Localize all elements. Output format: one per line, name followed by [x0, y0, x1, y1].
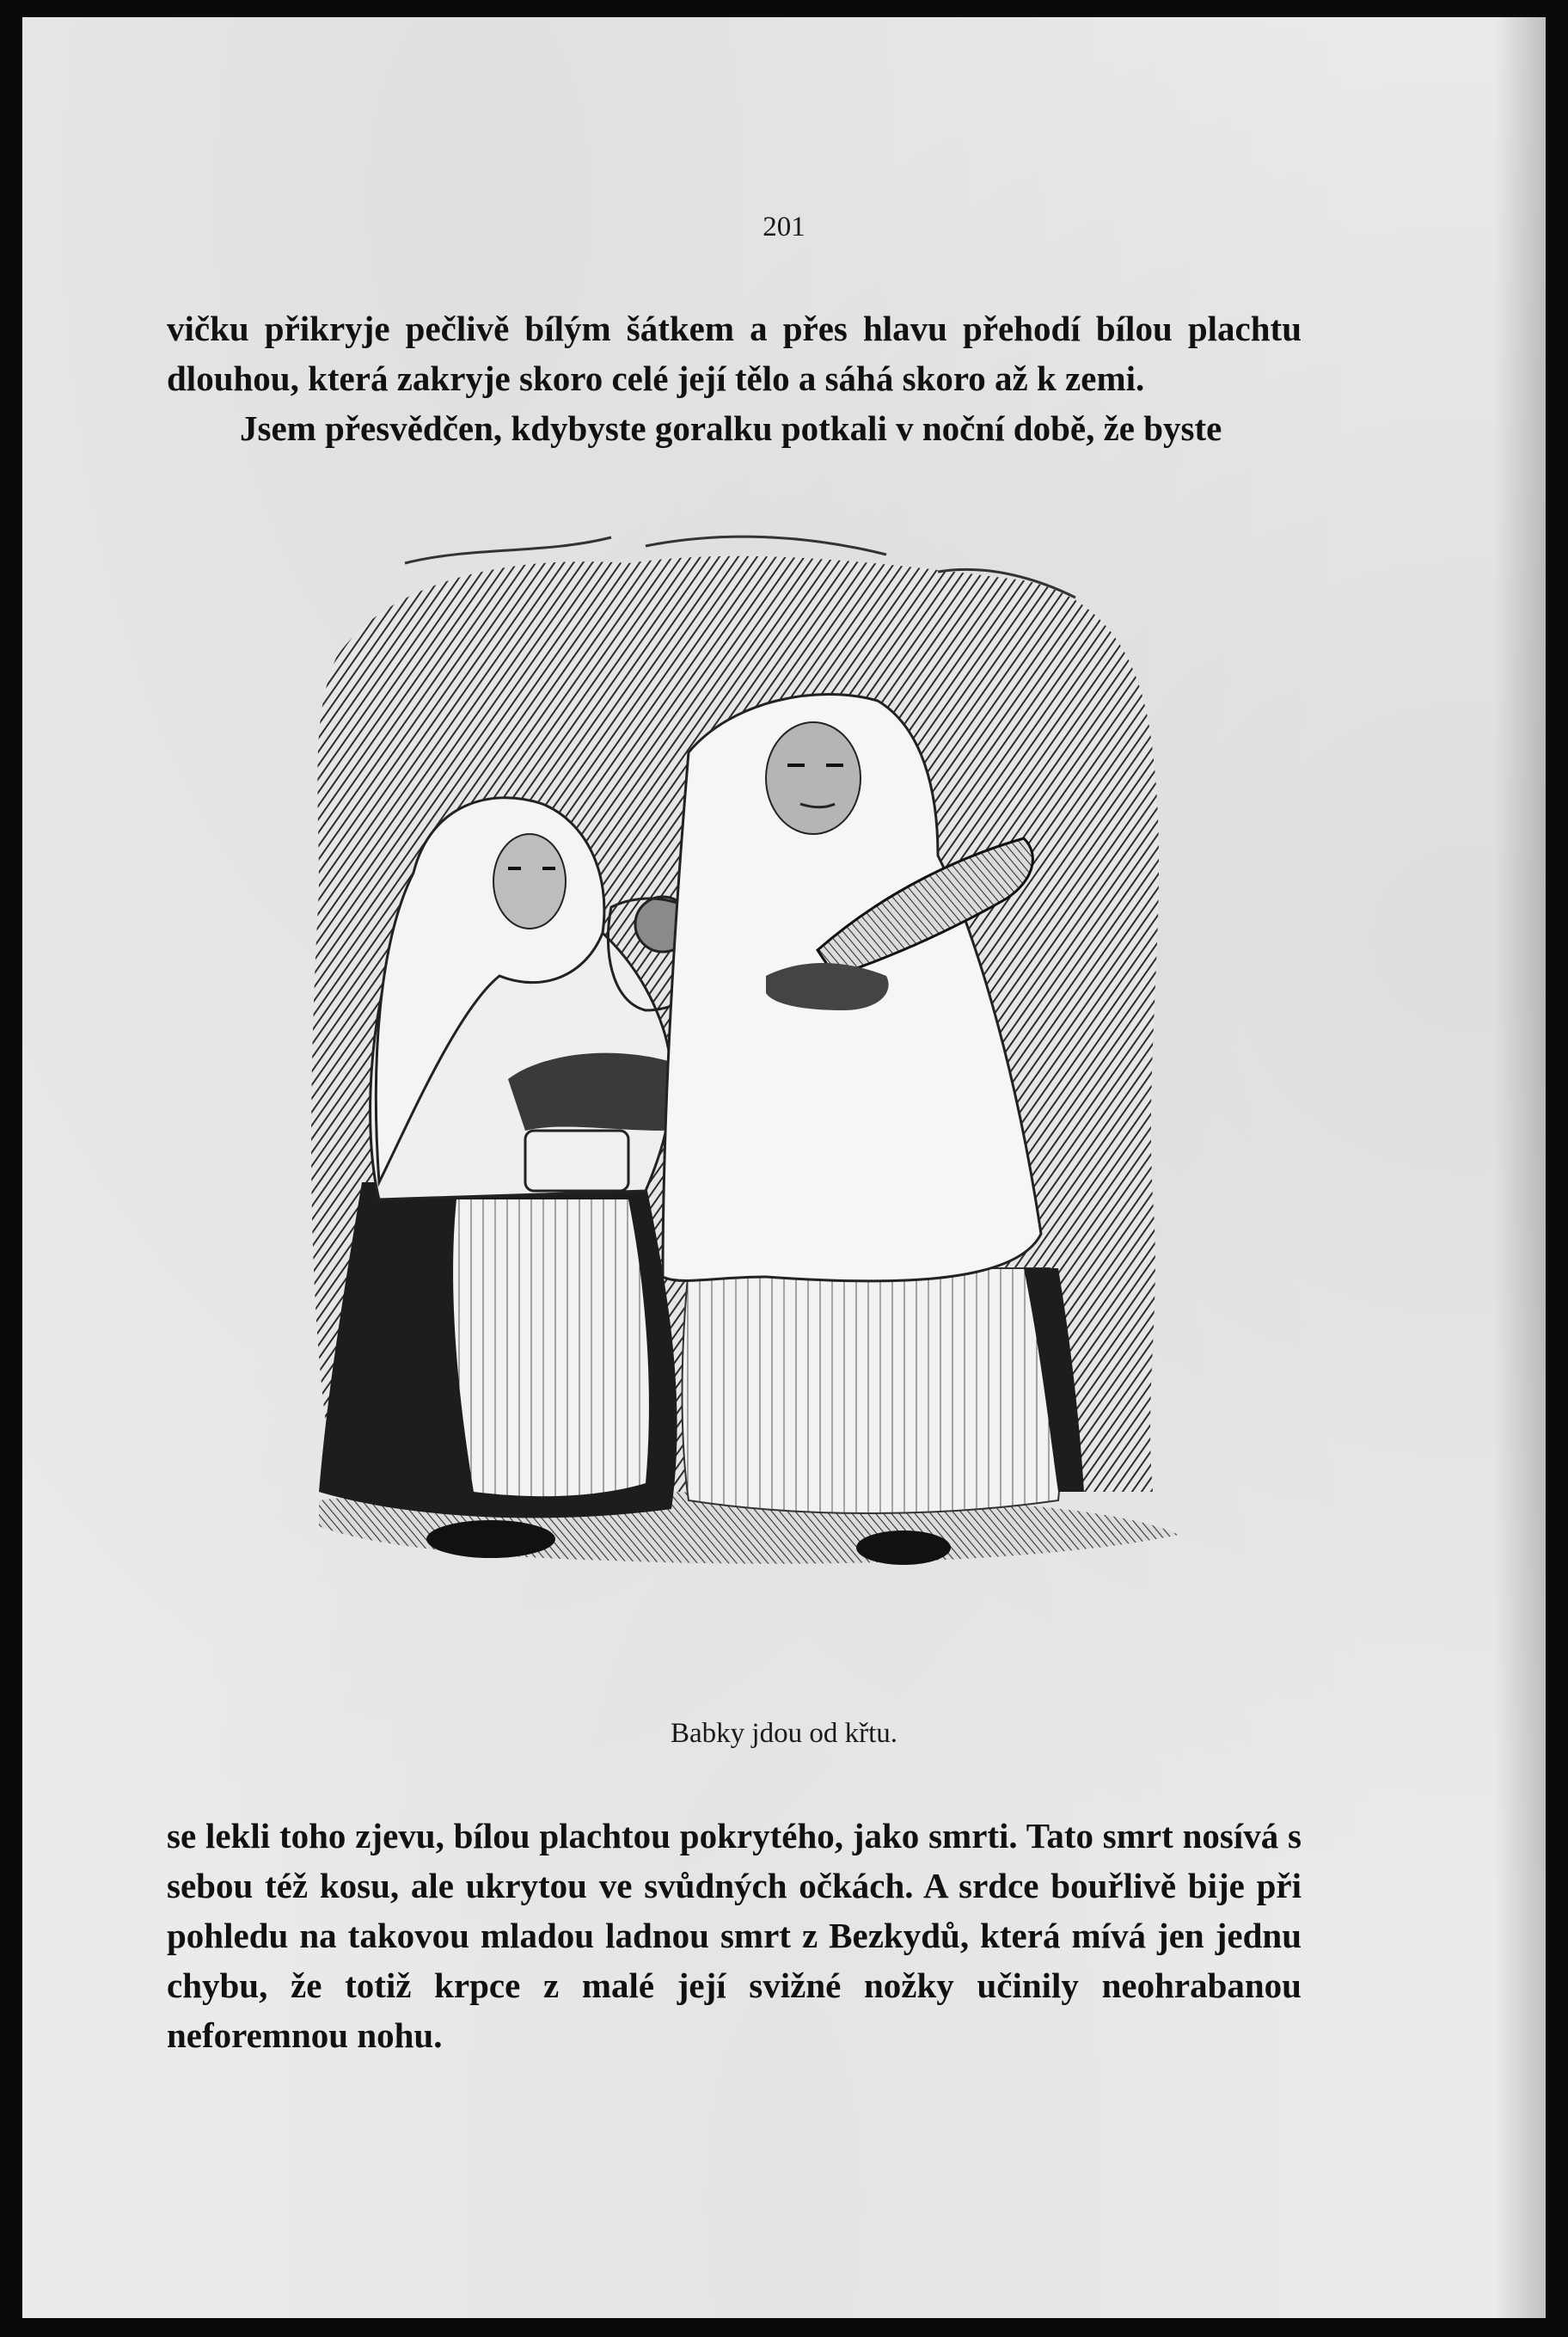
- left-woman-apron: [453, 1199, 649, 1496]
- illustration-caption: Babky jdou od křtu.: [671, 1718, 897, 1749]
- basket: [525, 1131, 628, 1191]
- paragraph: Jsem přesvědčen, kdybyste goralku potkali v noční době, že byste: [240, 408, 1222, 448]
- right-woman-skirt: [683, 1268, 1063, 1513]
- page-number: 201: [763, 212, 805, 242]
- scanned-page: [22, 17, 1546, 2318]
- left-woman-face: [493, 834, 566, 929]
- engraving-illustration: [285, 529, 1187, 1694]
- left-woman-feet: [426, 1520, 555, 1558]
- paragraph-continuation: vičku přikryje pečlivě bílým šátkem a přes hlavu přehodí bílou plachtu dlouhou, která zakryje skoro celé její tělo a sáhá skoro až k zemi.: [167, 309, 1302, 398]
- right-woman-feet: [856, 1530, 951, 1565]
- right-woman-face: [766, 722, 861, 834]
- binding-shadow: [1494, 17, 1546, 2318]
- text-block-top: [167, 304, 1302, 453]
- text-block-bottom: [167, 1811, 1302, 2060]
- paragraph-continuation: se lekli toho zjevu, bílou plachtou pokrytého, jako smrti. Tato smrt nosívá s sebou též kosu, ale ukrytou ve svůdných očkách. A srdce bouřlivě bije při pohledu na takovou mladou ladnou smrt z Bezkydů, která mívá jen jednu chybu, že totiž krpce z malé její svižné nožky učinily neohrabanou neforemnou nohu.: [167, 1816, 1302, 2055]
